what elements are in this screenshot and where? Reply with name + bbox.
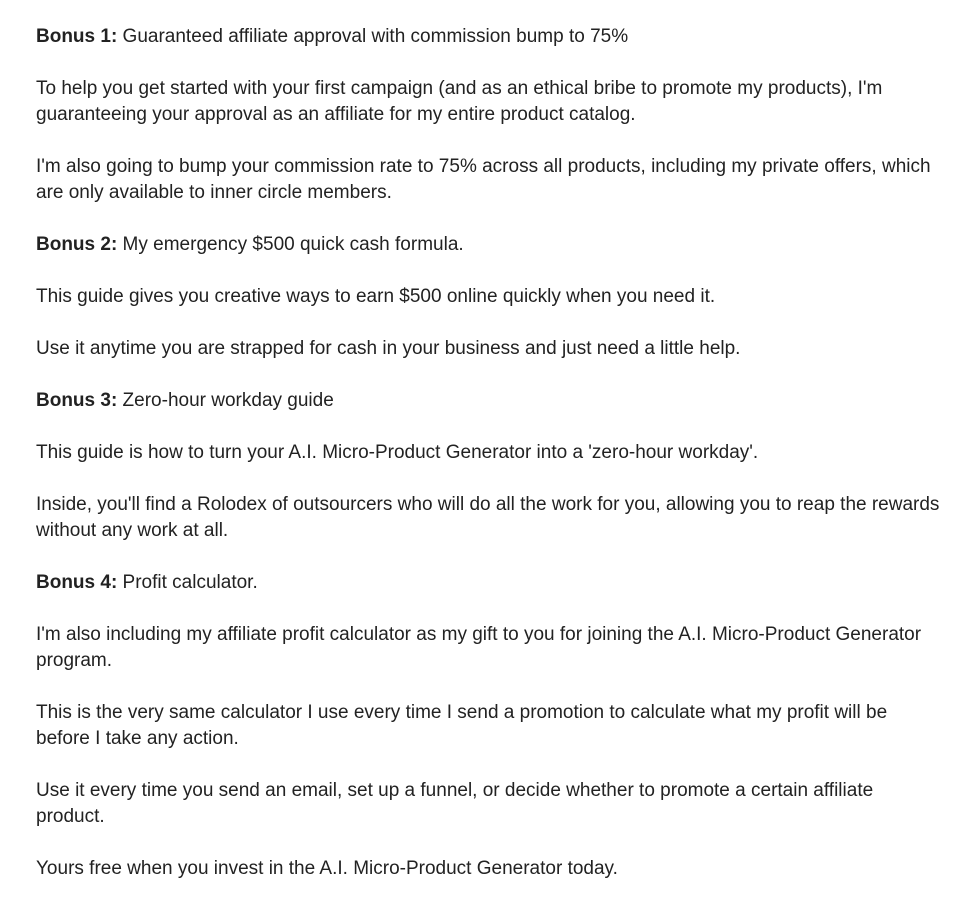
bonus-4-paragraph-2: This is the very same calculator I use every time I send a promotion to calculate what my profit will be before I take any action. — [36, 702, 888, 749]
bonus-title: Guaranteed affiliate approval with commission bump to 75% — [117, 26, 629, 47]
bonus-4-heading — [36, 570, 940, 596]
bonus-3-paragraph-1: This guide is how to turn your A.I. Micro-Product Generator into a 'zero-hour workday'. — [36, 442, 759, 463]
bonus-2-paragraph-2: Use it anytime you are strapped for cash in your business and just need a little help. — [36, 338, 741, 359]
bonus-title: Zero-hour workday guide — [117, 390, 334, 411]
bonus-label: Bonus 4: — [36, 572, 118, 593]
bonus-1-paragraph-1: To help you get started with your first campaign (and as an ethical bribe to promote my products), I'm guaranteeing your approval as an affiliate for my entire product catalog. — [36, 78, 883, 125]
bonus-1-heading — [36, 24, 940, 50]
bonus-4-paragraph-4: Yours free when you invest in the A.I. Micro-Product Generator today. — [36, 858, 618, 879]
bonus-1-paragraph-2: I'm also going to bump your commission rate to 75% across all products, including my private offers, which are only available to inner circle members. — [36, 156, 931, 203]
bonus-4-paragraph-3: Use it every time you send an email, set up a funnel, or decide whether to promote a certain affiliate product. — [36, 780, 874, 827]
bonus-label: Bonus 1: — [36, 26, 118, 47]
bonus-3-heading — [36, 388, 940, 414]
bonus-2-paragraph-1: This guide gives you creative ways to earn $500 online quickly when you need it. — [36, 286, 716, 307]
bonus-label: Bonus 3: — [36, 390, 118, 411]
bonus-title: Profit calculator. — [117, 572, 258, 593]
bonus-2-heading — [36, 232, 940, 258]
bonus-label: Bonus 2: — [36, 234, 118, 255]
bonus-title: My emergency $500 quick cash formula. — [117, 234, 464, 255]
bonus-3-paragraph-2: Inside, you'll find a Rolodex of outsourcers who will do all the work for you, allowing you to reap the rewards without any work at all. — [36, 494, 940, 541]
bonus-4-paragraph-1: I'm also including my affiliate profit calculator as my gift to you for joining the A.I. Micro-Product Generator program. — [36, 624, 922, 671]
